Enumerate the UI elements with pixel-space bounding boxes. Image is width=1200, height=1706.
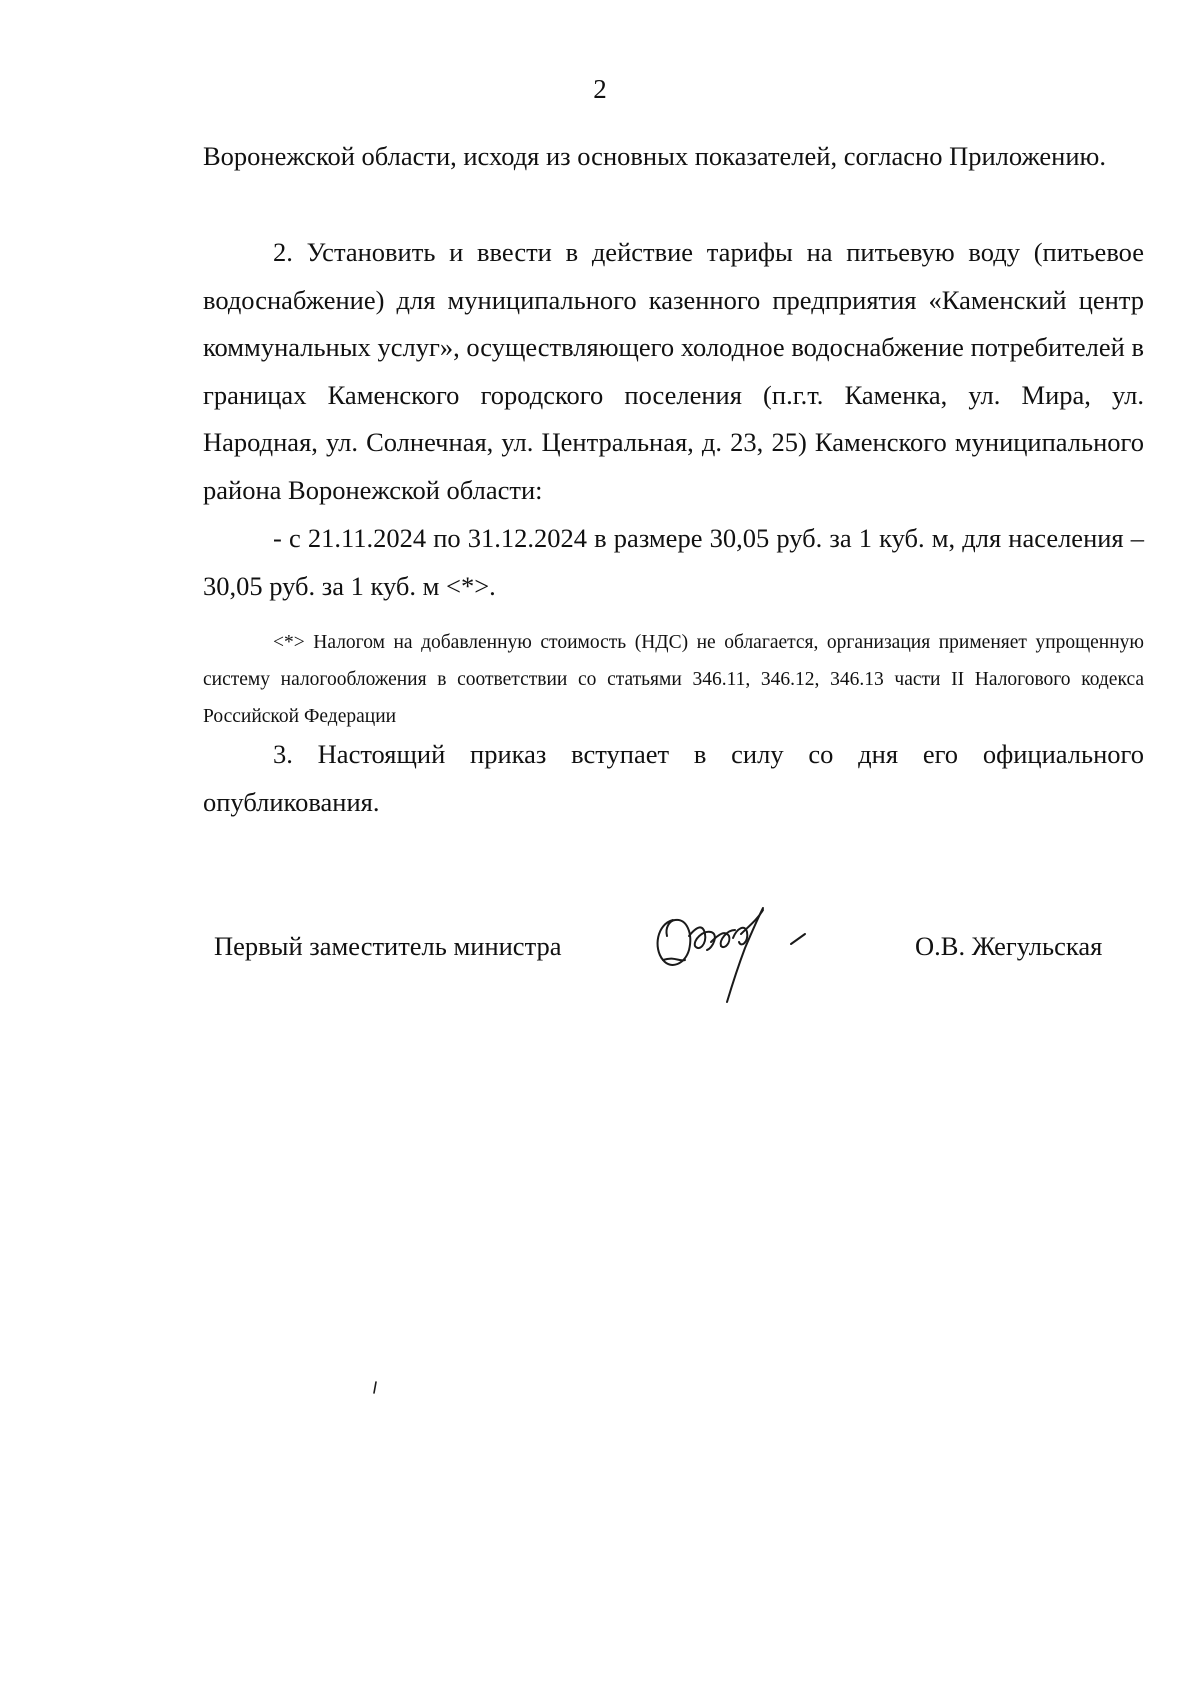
- paragraph-tariff: - с 21.11.2024 по 31.12.2024 в размере 30,05 руб. за 1 куб. м, для населения – 30,05 руб. за 1 куб. м <*>.: [203, 523, 1144, 601]
- handwritten-signature: [645, 890, 845, 1010]
- paragraph-item-2: 2. Установить и ввести в действие тарифы на питьевую воду (питьевое водоснабжение) для муниципального казенного предприятия «Каменский центр коммунальных услуг», осуществляющего холодное водоснабжение потребителей в границах Каменского городского поселения (п.г.т. Каменка, ул. Мира, ул. Народная, ул. Солнечная, ул. Центральная, д. 23, 25) Каменского муниципального района Воронежской области:: [203, 237, 1144, 505]
- footnote: <*> Налогом на добавленную стоимость (НДС) не облагается, организация применяет упрощенную систему налогообложения в соответствии со статьями 346.11, 346.12, 346.13 части II Налогового кодекса Российской Федерации: [203, 632, 1144, 727]
- signatory-name: О.В. Жегульская: [915, 931, 1103, 961]
- signatory-position: Первый заместитель министра: [214, 931, 562, 961]
- paragraph-item-3: 3. Настоящий приказ вступает в силу со дня его официального опубликования.: [203, 739, 1144, 817]
- page-number: 2: [593, 74, 607, 104]
- stray-ink-mark: [372, 1381, 378, 1395]
- paragraph-continuation: Воронежской области, исходя из основных показателей, согласно Приложению.: [203, 141, 1106, 171]
